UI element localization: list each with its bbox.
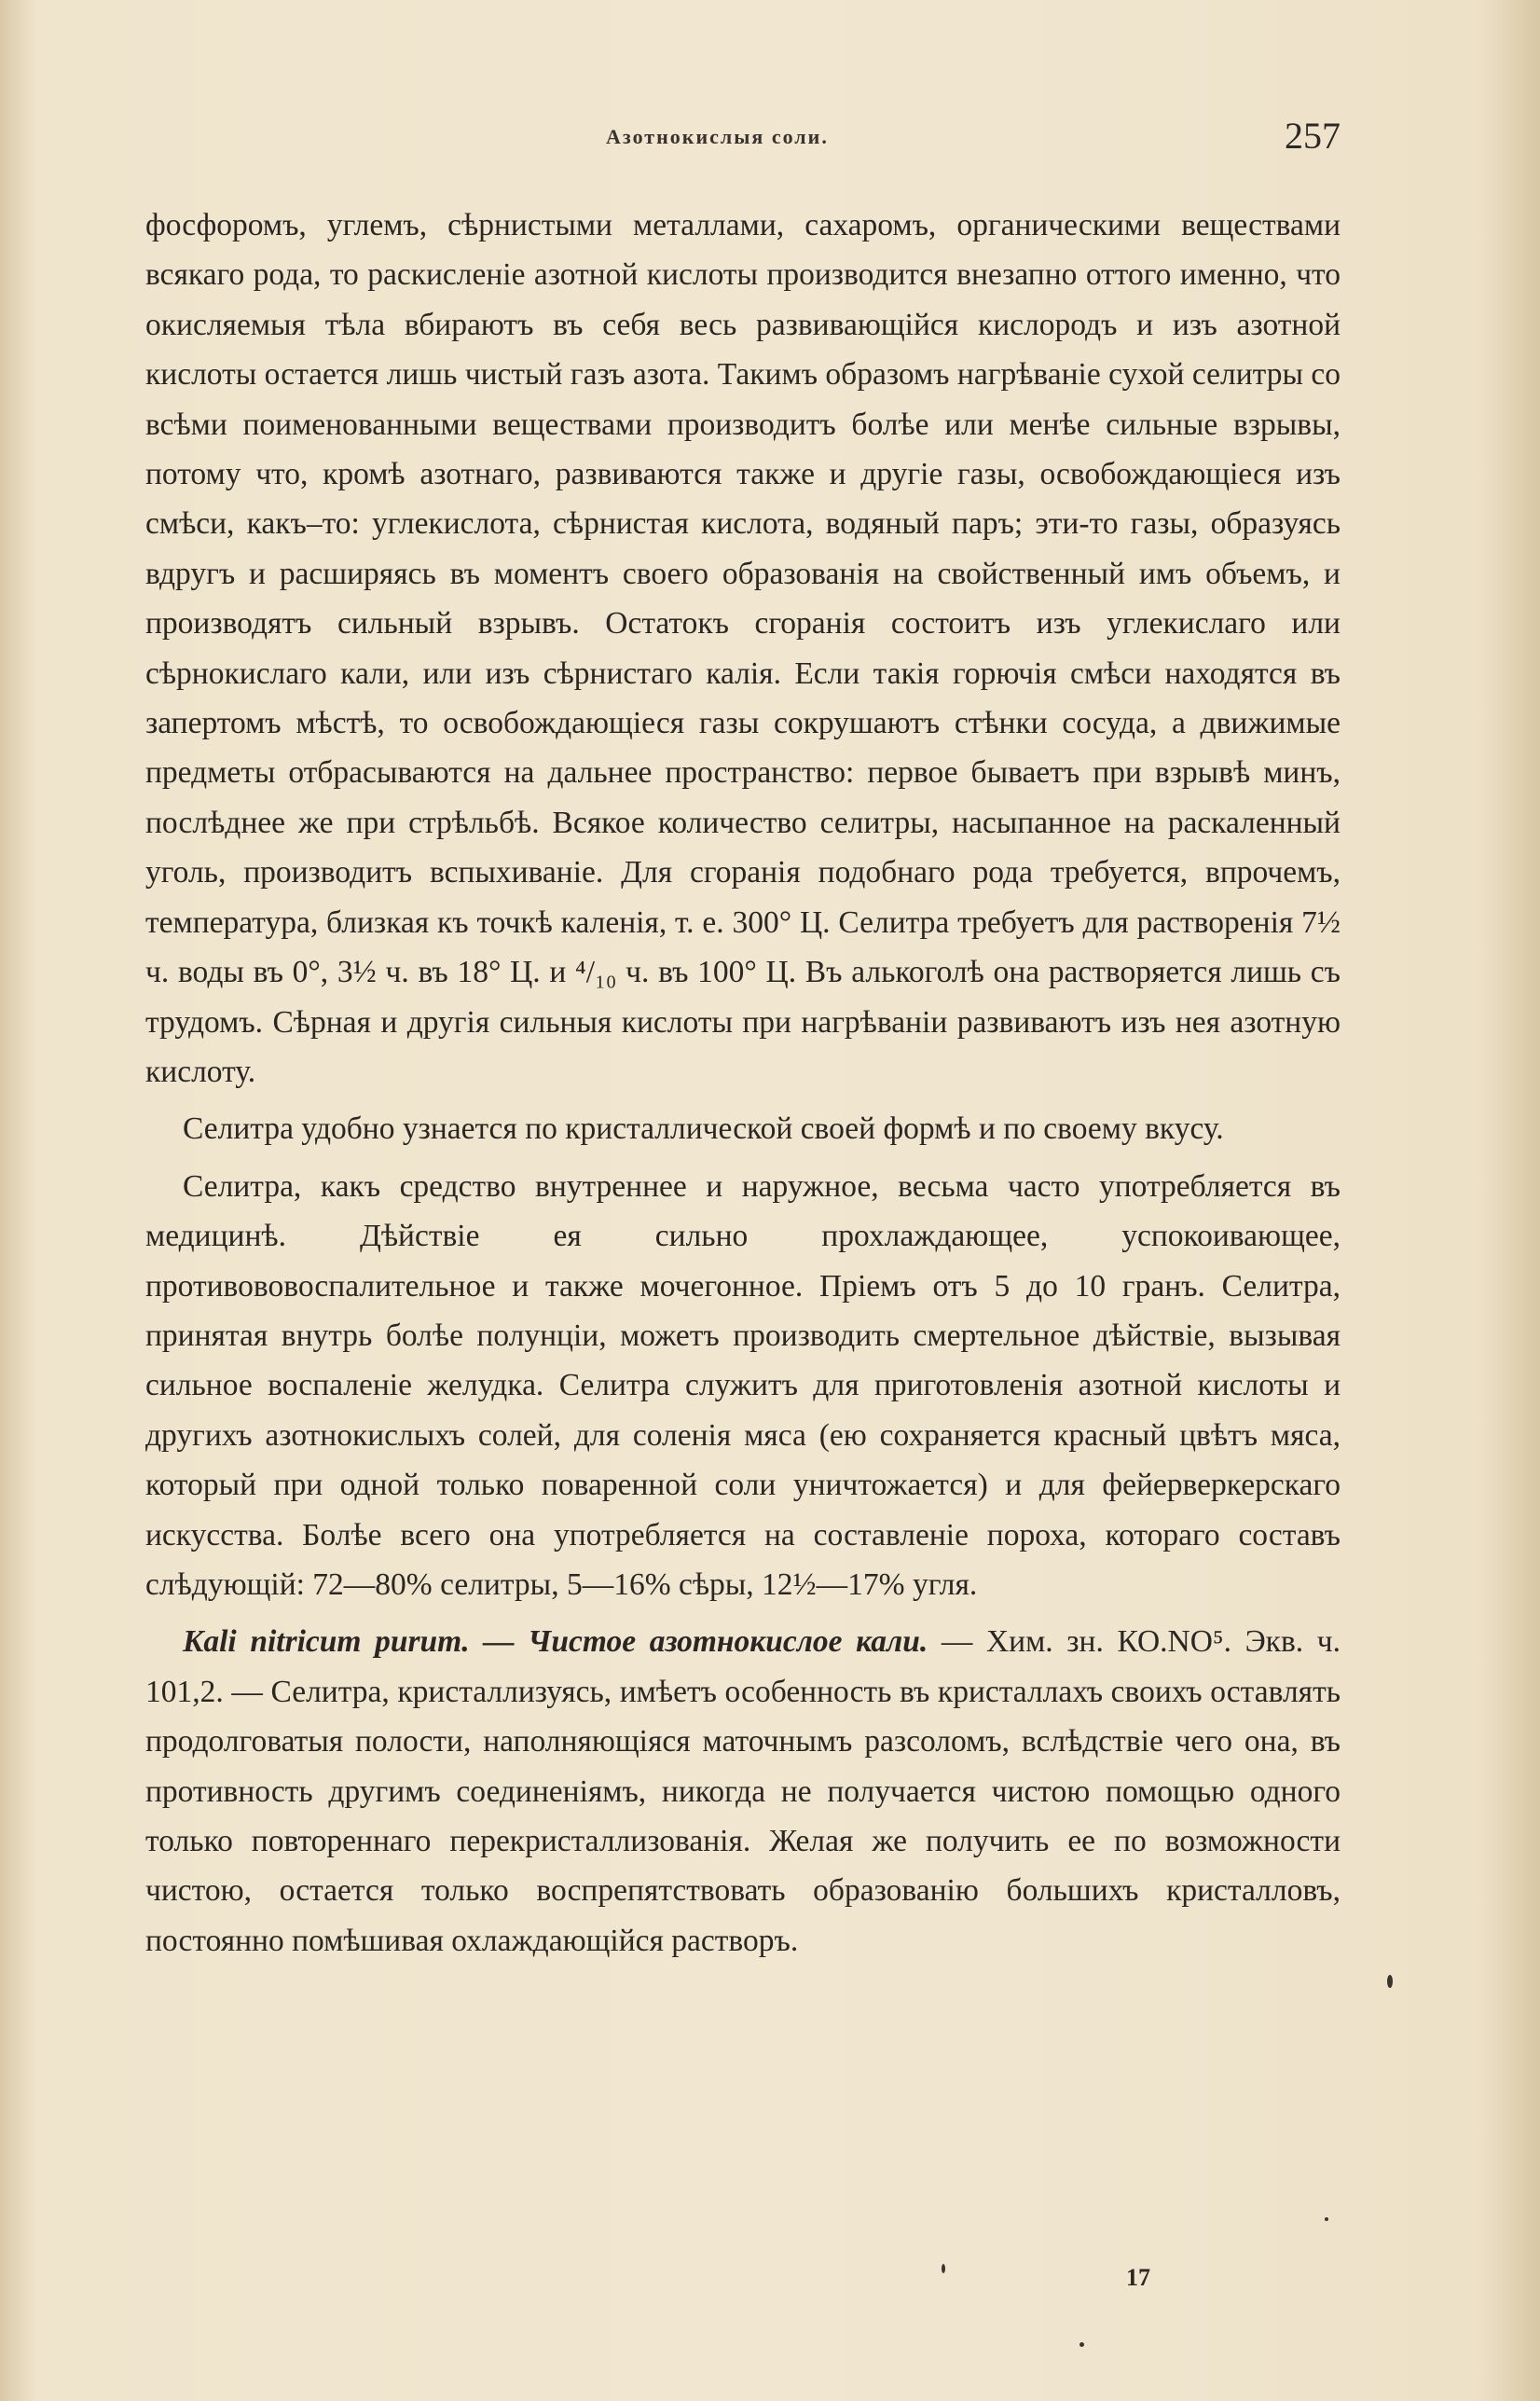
paper-speck (1387, 1975, 1393, 1988)
paper-speck (1325, 2217, 1328, 2221)
signature-mark: 17 (1126, 2264, 1150, 2291)
paper-speck (942, 2264, 945, 2273)
paragraph-2: Селитра удобно узнается по кристаллической своей формѣ и по своему вкусу. (183, 1111, 1224, 1147)
paragraph-3: Селитра, какъ средство внутреннее и наружное, весьма часто употребляется въ медицинѣ. Дѣйствіе ея сильно прохлаждающее, успокоивающее, противововоспалительное и также мочегонное. Пріемъ отъ 5 до 10 гранъ. Селитра, принятая внутрь болѣе полунціи, можетъ производить смертельное дѣйствіе, вызывая сильное воспаленіе желудка. Селитра служитъ для приготовленія азотной кислоты и другихъ азотнокислыхъ солей, для соленія мяса (ею сохраняется красный цвѣтъ мяса, который при одной только поваренной соли уничтожается) и для фейерверкерскаго искусства. Болѣе всего она употребляется на составленіе пороха, котораго составъ слѣдующій: 72—80% селитры, 5—16% сѣры, 12½—17% угля. (145, 1168, 1341, 1602)
paragraph-4-text: — Хим. зн. КО.NO⁵. Экв. ч. 101,2. — Селитра, кристаллизуясь, имѣетъ особенность въ кристаллахъ своихъ оставлять продолговатыя полости, наполняющіяся маточнымъ разсоломъ, вслѣдствіе чего она, въ противность другимъ соединеніямъ, никогда не получается чистою помощью одного только повтореннаго перекристаллизованія. Желая же получить ее по возможности чистою, остается только воспрепятствовать образованію большихъ кристалловъ, постоянно помѣшивая охлаждающійся растворъ. (145, 1624, 1341, 1958)
running-head: Азотнокислыя соли. (606, 125, 829, 148)
paragraph-4 (145, 1617, 1341, 1966)
paragraph-1: фосфоромъ, углемъ, сѣрнистыми металлами, сахаромъ, органическими веществами всякаго рода, то раскисленіе азотной кислоты производится внезапно оттого именно, что окисляемыя тѣла вбираютъ въ себя весь развивающійся кислородъ и изъ азотной кислоты остается лишь чистый газъ азота. Такимъ образомъ нагрѣваніе сухой селитры со всѣми поименованными веществами производитъ болѣе или менѣе сильные взрывы, потому что, кромѣ азотнаго, развиваются также и другіе газы, освобождающіеся изъ смѣси, какъ–то: углекислота, сѣрнистая кислота, водяный паръ; эти-то газы, образуясь вдругъ и расширяясь въ моментъ своего образованія на свойственный имъ объемъ, и производятъ сильный взрывъ. Остатокъ сгоранія состоитъ изъ углекислаго или сѣрнокислаго кали, или изъ сѣрнистаго калія. Если такія горючія смѣси находятся въ запертомъ мѣстѣ, то освобождающіеся газы сокрушаютъ стѣнки сосуда, а движимые предметы отбрасываются на дальнее пространство: первое бываетъ при взрывѣ минъ, послѣднее же при стрѣльбѣ. Всякое количество селитры, насыпанное на раскаленный уголь, производитъ вспыхиваніе. Для сгоранія подобнаго рода требуется, впрочемъ, температура, близкая къ точкѣ каленія, т. е. 300° Ц. Селитра требуетъ для растворенія 7½ ч. воды въ 0°, 3½ ч. въ 18° Ц. и ⁴/₁₀ ч. въ 100° Ц. Въ алькоголѣ она растворяется лишь съ трудомъ. Сѣрная и другія сильныя кислоты при нагрѣваніи развиваютъ изъ нея азотную кислоту. (145, 208, 1341, 1089)
page-body (145, 200, 1341, 1966)
page-header (0, 114, 1540, 170)
page-number: 257 (1285, 115, 1341, 157)
entry-heading: Kali nitricum purum. — Чистое азотнокислое кали. (183, 1624, 928, 1660)
paper-speck (1079, 2342, 1084, 2347)
